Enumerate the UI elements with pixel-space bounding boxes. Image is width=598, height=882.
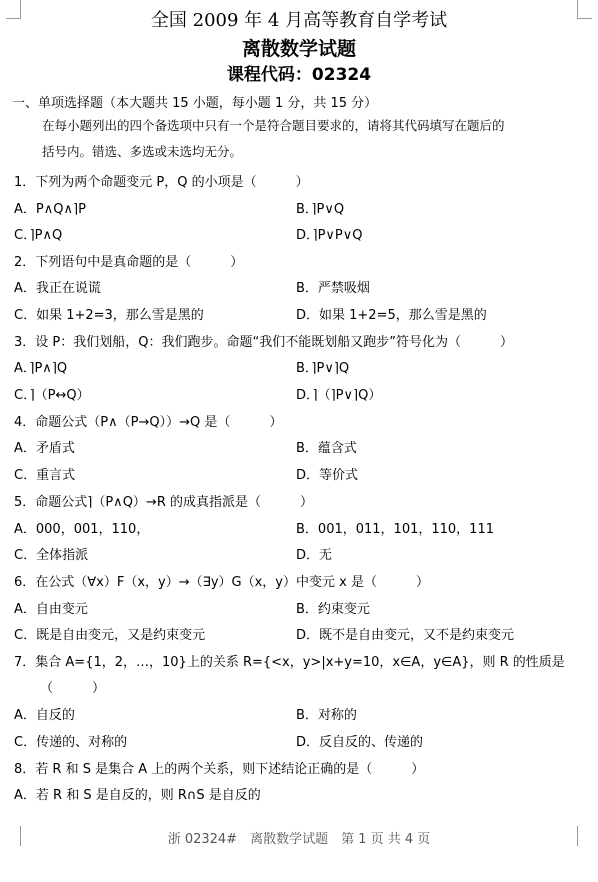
question-8-stem: 8．若 R 和 S 是集合 A 上的两个关系，则下述结论正确的是（ ） xyxy=(14,762,425,777)
question-5-option-d: D．无 xyxy=(296,548,333,563)
question-6-option-b: B．约束变元 xyxy=(296,602,370,617)
question-4-option-d: D．等价式 xyxy=(296,468,359,483)
question-1-option-d: D．⌉P∨P∨Q xyxy=(296,228,363,243)
question-1-option-c: C．⌉P∧Q xyxy=(14,228,63,243)
question-6-stem: 6．在公式（∀x）F（x，y）→（∃y）G（x，y）中变元 x 是（ ） xyxy=(14,575,429,590)
question-2-option-d: D．如果 1+2=5，那么雪是黑的 xyxy=(296,308,487,323)
question-7-answer-bracket: （ ） xyxy=(40,681,106,696)
question-2-option-a: A．我正在说谎 xyxy=(14,281,101,296)
question-7-stem: 7．集合 A={1，2，…，10}上的关系 R={<x，y>|x+y=10，x∈A，y∈A}，则 R 的性质是 xyxy=(14,655,565,670)
question-8-option-a: A．若 R 和 S 是自反的，则 R∩S 是自反的 xyxy=(14,788,261,803)
question-3-option-d: D．⌉（⌉P∨⌉Q） xyxy=(296,388,382,403)
question-1-stem: 1．下列为两个命题变元 P，Q 的小项是（ ） xyxy=(14,175,309,190)
instruction-line-1: 在每小题列出的四个备选项中只有一个是符合题目要求的，请将其代码填写在题后的 xyxy=(42,118,505,133)
course-code: 课程代码：02324 xyxy=(226,65,372,85)
question-5-stem: 5．命题公式⌉（P∧Q）→R 的成真指派是（ ） xyxy=(14,495,313,510)
question-3-stem: 3．设 P：我们划船，Q：我们跑步。命题“我们不能既划船又跑步”符号化为（ ） xyxy=(14,335,513,350)
question-6-option-c: C．既是自由变元，又是约束变元 xyxy=(14,628,206,643)
question-3-option-a: A．⌉P∧⌉Q xyxy=(14,361,68,376)
page-footer: 浙 02324# 离散数学试题 第 1 页 共 4 页 xyxy=(167,832,431,847)
question-7-option-c: C．传递的、对称的 xyxy=(14,735,128,750)
question-4-option-a: A．矛盾式 xyxy=(14,441,75,456)
question-3-option-b: B．⌉P∨⌉Q xyxy=(296,361,350,376)
question-2-stem: 2．下列语句中是真命题的是（ ） xyxy=(14,255,244,270)
question-1-option-a: A．P∧Q∧⌉P xyxy=(14,202,86,217)
question-4-stem: 4．命题公式（P∧（P→Q））→Q 是（ ） xyxy=(14,415,283,430)
instruction-line-2: 括号内。错选、多选或未选均无分。 xyxy=(42,144,243,159)
question-7-option-a: A．自反的 xyxy=(14,708,75,723)
subject-title: 离散数学试题 xyxy=(241,38,356,60)
question-2-option-b: B．严禁吸烟 xyxy=(296,281,370,296)
question-3-option-c: C．⌉（P↔Q） xyxy=(14,388,90,403)
question-4-option-b: B．蕴含式 xyxy=(296,441,357,456)
question-2-option-c: C．如果 1+2=3，那么雪是黑的 xyxy=(14,308,204,323)
section-heading: 一、单项选择题（本大题共 15 小题，每小题 1 分，共 15 分） xyxy=(12,96,378,111)
question-6-option-a: A．自由变元 xyxy=(14,602,88,617)
question-5-option-a: A．000，001，110， xyxy=(14,522,150,537)
question-7-option-d: D．反自反的、传递的 xyxy=(296,735,424,750)
question-6-option-d: D．既不是自由变元，又不是约束变元 xyxy=(296,628,515,643)
question-4-option-c: C．重言式 xyxy=(14,468,76,483)
question-1-option-b: B．⌉P∨Q xyxy=(296,202,345,217)
question-5-option-b: B．001，011，101，110，111 xyxy=(296,522,494,537)
question-5-option-c: C．全体指派 xyxy=(14,548,89,563)
question-7-option-b: B．对称的 xyxy=(296,708,357,723)
exam-title: 全国 2009 年 4 月高等教育自学考试 xyxy=(150,10,448,31)
